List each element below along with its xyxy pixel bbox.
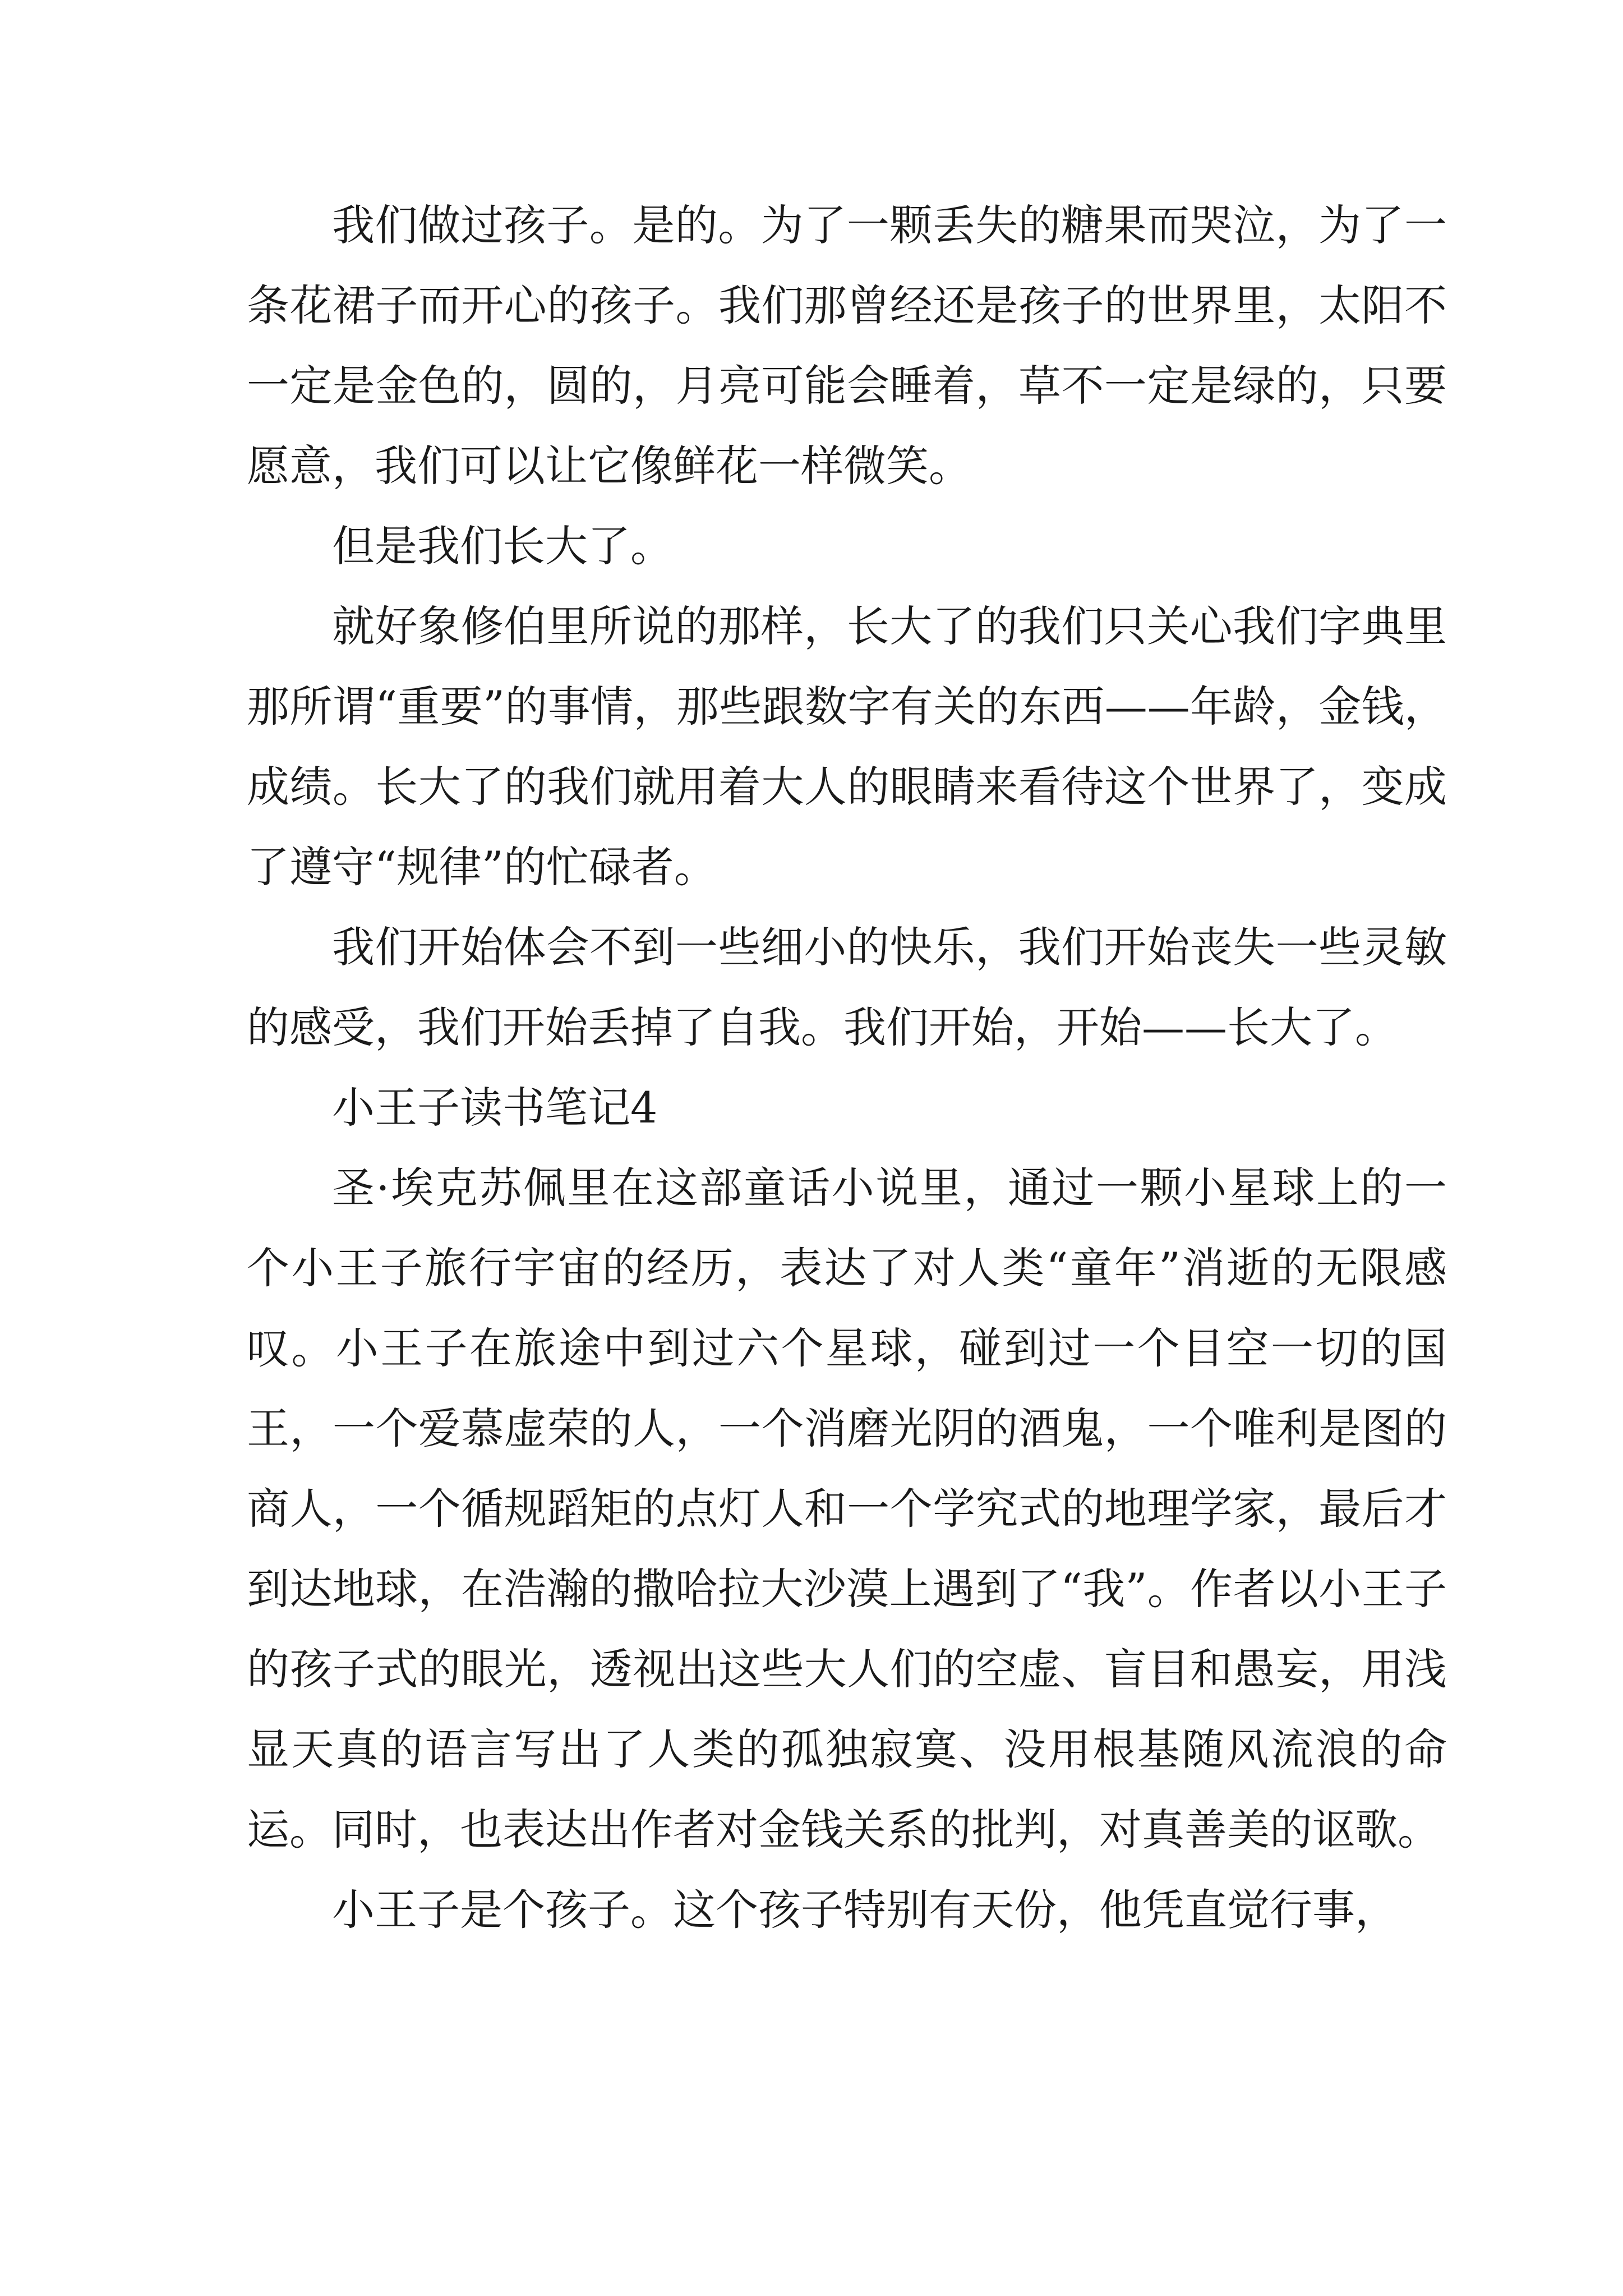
paragraph-childhood: 我们做过孩子。是的。为了一颗丢失的糖果而哭泣，为了一条花裙子而开心的孩子。我们那曾经还是孩子的世界里，太阳不一定是金色的，圆的，月亮可能会睡着，草不一定是绿的，只要愿意，我们可以让它像鲜花一样微笑。	[247, 200, 1447, 491]
paragraph-grew-up: 但是我们长大了。	[332, 521, 673, 571]
section-heading: 小王子读书笔记4	[332, 1083, 658, 1133]
paragraph-summary: 圣·埃克苏佩里在这部童话小说里，通过一颗小星球上的一个小王子旅行宇宙的经历，表达了对人类“童年”消逝的无限感叹。小王子在旅途中到过六个星球，碰到过一个目空一切的国王，一个爱慕虚荣的人，一个消磨光阴的酒鬼，一个唯利是图的商人，一个循规蹈矩的点灯人和一个学究式的地理学家，最后才到达地球，在浩瀚的撒哈拉大沙漠上遇到了“我”。作者以小王子的孩子式的眼光，透视出这些大人们的空虚、盲目和愚妄，用浅显天真的语言写出了人类的孤独寂寞、没用根基随风流浪的命运。同时，也表达出作者对金钱关系的批判，对真善美的讴歌。	[247, 1163, 1447, 1855]
paragraph-lost-self: 我们开始体会不到一些细小的快乐，我们开始丧失一些灵敏的感受，我们开始丢掉了自我。我们开始，开始——长大了。	[247, 922, 1447, 1052]
paragraph-important-things: 就好象修伯里所说的那样，长大了的我们只关心我们字典里那所谓“重要”的事情，那些跟数字有关的东西——年龄，金钱，成绩。长大了的我们就用着大人的眼睛来看待这个世界了，变成了遵守“规律”的忙碌者。	[247, 601, 1447, 892]
body-text	[247, 185, 1447, 1950]
paragraph-little-prince: 小王子是个孩子。这个孩子特别有天份，他凭直觉行事，	[332, 1885, 1398, 1935]
